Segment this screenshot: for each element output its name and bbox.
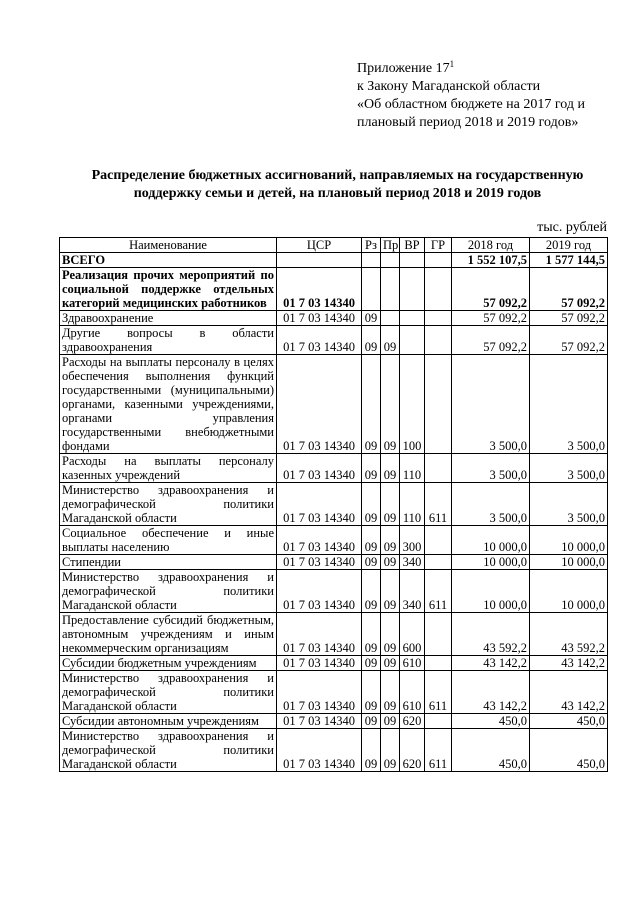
cell-csr: 01 7 03 14340 (277, 454, 362, 483)
title-line-2: поддержку семьи и детей, на плановый период 2018 и 2019 годов (133, 186, 542, 201)
cell-y2019: 43 592,2 (530, 613, 608, 656)
cell-gr (425, 526, 452, 555)
cell-rz: 09 (362, 570, 381, 613)
cell-y2019: 57 092,2 (530, 311, 608, 326)
cell-y2018: 43 142,2 (452, 671, 530, 714)
cell-y2019: 43 142,2 (530, 656, 608, 671)
table-row (60, 729, 608, 772)
cell-rz: 09 (362, 555, 381, 570)
cell-y2018: 10 000,0 (452, 526, 530, 555)
cell-y2018: 450,0 (452, 714, 530, 729)
cell-name: Стипендии (60, 555, 277, 570)
appendix-line-2: к Закону Магаданской области (357, 79, 541, 94)
cell-y2019: 1 577 144,5 (530, 253, 608, 268)
cell-gr (425, 268, 452, 311)
cell-name: Предоставление субсидий бюджетным, автономным учреждениям и иным некоммерческим организациям (60, 613, 277, 656)
table-row (60, 355, 608, 454)
header-vr: ВР (400, 238, 425, 253)
cell-csr (277, 253, 362, 268)
cell-gr (425, 311, 452, 326)
cell-pr: 09 (381, 454, 400, 483)
cell-gr (425, 555, 452, 570)
cell-y2019: 450,0 (530, 729, 608, 772)
cell-vr: 110 (400, 454, 425, 483)
appendix-line-4: плановый период 2018 и 2019 годов» (357, 115, 579, 130)
cell-y2019: 3 500,0 (530, 454, 608, 483)
cell-name: Министерство здравоохранения и демографической политики Магаданской области (60, 729, 277, 772)
table-row (60, 671, 608, 714)
cell-vr (400, 311, 425, 326)
cell-name: Расходы на выплаты персоналу казенных учреждений (60, 454, 277, 483)
cell-vr (400, 253, 425, 268)
cell-gr (425, 355, 452, 454)
cell-name: Субсидии бюджетным учреждениям (60, 656, 277, 671)
cell-y2018: 450,0 (452, 729, 530, 772)
title-line-1: Распределение бюджетных ассигнований, направляемых на государственную (91, 168, 584, 183)
cell-y2018: 3 500,0 (452, 483, 530, 526)
cell-y2019: 450,0 (530, 714, 608, 729)
table-body (60, 253, 608, 772)
table-row (60, 483, 608, 526)
cell-rz: 09 (362, 729, 381, 772)
cell-pr: 09 (381, 671, 400, 714)
cell-gr (425, 454, 452, 483)
cell-vr: 610 (400, 656, 425, 671)
cell-pr: 09 (381, 714, 400, 729)
cell-name: Реализация прочих мероприятий по социальной поддержке отдельных категорий медицинских работников (60, 268, 277, 311)
cell-name: Министерство здравоохранения и демографической политики Магаданской области (60, 483, 277, 526)
cell-vr: 600 (400, 613, 425, 656)
cell-rz: 09 (362, 326, 381, 355)
header-csr: ЦСР (277, 238, 362, 253)
cell-gr (425, 656, 452, 671)
cell-vr: 110 (400, 483, 425, 526)
cell-vr: 610 (400, 671, 425, 714)
cell-csr: 01 7 03 14340 (277, 656, 362, 671)
cell-rz: 09 (362, 613, 381, 656)
cell-csr: 01 7 03 14340 (277, 729, 362, 772)
cell-rz: 09 (362, 355, 381, 454)
cell-vr: 300 (400, 526, 425, 555)
cell-gr (425, 613, 452, 656)
cell-y2019: 3 500,0 (530, 355, 608, 454)
table-row (60, 454, 608, 483)
cell-y2018: 10 000,0 (452, 555, 530, 570)
cell-y2018: 3 500,0 (452, 454, 530, 483)
cell-gr (425, 253, 452, 268)
cell-csr: 01 7 03 14340 (277, 326, 362, 355)
cell-csr: 01 7 03 14340 (277, 355, 362, 454)
cell-name: Здравоохранение (60, 311, 277, 326)
cell-rz: 09 (362, 671, 381, 714)
table-row (60, 570, 608, 613)
cell-y2019: 3 500,0 (530, 483, 608, 526)
cell-name: ВСЕГО (60, 253, 277, 268)
cell-csr: 01 7 03 14340 (277, 671, 362, 714)
cell-y2018: 43 592,2 (452, 613, 530, 656)
cell-vr: 340 (400, 570, 425, 613)
cell-csr: 01 7 03 14340 (277, 570, 362, 613)
cell-y2018: 1 552 107,5 (452, 253, 530, 268)
cell-csr: 01 7 03 14340 (277, 526, 362, 555)
cell-rz: 09 (362, 714, 381, 729)
cell-rz: 09 (362, 656, 381, 671)
cell-y2018: 57 092,2 (452, 268, 530, 311)
header-gr: ГР (425, 238, 452, 253)
table-row (60, 253, 608, 268)
cell-y2018: 10 000,0 (452, 570, 530, 613)
header-2019: 2019 год (530, 238, 608, 253)
cell-csr: 01 7 03 14340 (277, 714, 362, 729)
appendix-header (357, 60, 585, 132)
cell-gr: 611 (425, 570, 452, 613)
cell-vr: 340 (400, 555, 425, 570)
document-title (40, 167, 635, 203)
cell-pr: 09 (381, 613, 400, 656)
header-2018: 2018 год (452, 238, 530, 253)
table-row (60, 714, 608, 729)
cell-gr: 611 (425, 483, 452, 526)
cell-rz (362, 268, 381, 311)
header-name: Наименование (60, 238, 277, 253)
cell-gr (425, 714, 452, 729)
cell-pr: 09 (381, 729, 400, 772)
cell-name: Министерство здравоохранения и демографической политики Магаданской области (60, 671, 277, 714)
cell-name: Социальное обеспечение и иные выплаты населению (60, 526, 277, 555)
cell-pr: 09 (381, 656, 400, 671)
cell-pr: 09 (381, 355, 400, 454)
cell-pr: 09 (381, 570, 400, 613)
cell-pr (381, 253, 400, 268)
cell-rz: 09 (362, 454, 381, 483)
cell-rz: 09 (362, 311, 381, 326)
cell-y2019: 10 000,0 (530, 555, 608, 570)
cell-name: Другие вопросы в области здравоохранения (60, 326, 277, 355)
cell-name: Министерство здравоохранения и демографической политики Магаданской области (60, 570, 277, 613)
cell-gr: 611 (425, 671, 452, 714)
table-row (60, 311, 608, 326)
table-row (60, 326, 608, 355)
appendix-line-3: «Об областном бюджете на 2017 год и (357, 97, 585, 112)
units-label: тыс. рублей (537, 220, 607, 235)
cell-rz (362, 253, 381, 268)
cell-y2018: 43 142,2 (452, 656, 530, 671)
budget-table (59, 237, 608, 772)
cell-vr (400, 268, 425, 311)
cell-gr (425, 326, 452, 355)
appendix-line-1: Приложение 17 (357, 61, 450, 76)
cell-vr: 100 (400, 355, 425, 454)
cell-y2018: 57 092,2 (452, 311, 530, 326)
table-row (60, 555, 608, 570)
cell-vr (400, 326, 425, 355)
cell-y2019: 43 142,2 (530, 671, 608, 714)
cell-y2018: 57 092,2 (452, 326, 530, 355)
cell-rz: 09 (362, 483, 381, 526)
cell-name: Субсидии автономным учреждениям (60, 714, 277, 729)
cell-y2019: 57 092,2 (530, 326, 608, 355)
cell-y2019: 10 000,0 (530, 570, 608, 613)
table-row (60, 656, 608, 671)
cell-pr: 09 (381, 483, 400, 526)
cell-csr: 01 7 03 14340 (277, 613, 362, 656)
cell-vr: 620 (400, 729, 425, 772)
table-header-row (60, 238, 608, 253)
cell-gr: 611 (425, 729, 452, 772)
cell-pr: 09 (381, 526, 400, 555)
header-pr: Пр (381, 238, 400, 253)
table-row (60, 268, 608, 311)
table-row (60, 613, 608, 656)
table-row (60, 526, 608, 555)
cell-y2018: 3 500,0 (452, 355, 530, 454)
cell-pr (381, 311, 400, 326)
appendix-superscript: 1 (449, 59, 455, 69)
cell-pr (381, 268, 400, 311)
cell-y2019: 57 092,2 (530, 268, 608, 311)
cell-y2019: 10 000,0 (530, 526, 608, 555)
cell-rz: 09 (362, 526, 381, 555)
cell-pr: 09 (381, 326, 400, 355)
header-rz: Рз (362, 238, 381, 253)
cell-csr: 01 7 03 14340 (277, 311, 362, 326)
cell-name: Расходы на выплаты персоналу в целях обеспечения выполнения функций государственными (муниципальными) органами, казенными учреждениями, органами управления государственными внебюджетными фондами (60, 355, 277, 454)
cell-vr: 620 (400, 714, 425, 729)
cell-csr: 01 7 03 14340 (277, 555, 362, 570)
cell-pr: 09 (381, 555, 400, 570)
cell-csr: 01 7 03 14340 (277, 268, 362, 311)
cell-csr: 01 7 03 14340 (277, 483, 362, 526)
